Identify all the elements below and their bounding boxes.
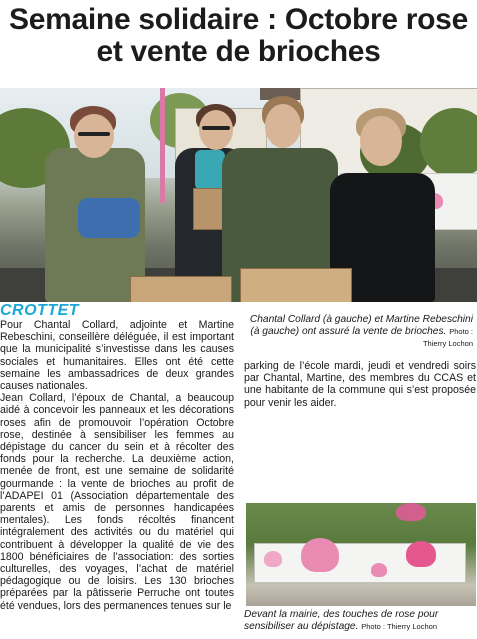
headline-line-2: et vente de brioches [96, 35, 381, 68]
person-2-glasses [202, 126, 230, 130]
person-1-glasses [78, 132, 110, 136]
main-photo-caption-text: Chantal Collard (à gauche) et Martine Rebeschini (à gauche) ont assuré la vente de brioches. [249, 314, 473, 337]
article-body-continued [244, 360, 476, 409]
photo-pink-flower [264, 551, 282, 567]
second-photo [246, 503, 476, 606]
second-photo-caption-text: Devant la mairie, des touches de rose pour sensibiliser au dépistage. [244, 609, 439, 632]
photo-pink-heart [406, 541, 436, 567]
photo-pink-pole [160, 88, 165, 203]
second-photo-caption [244, 609, 476, 633]
paragraph-1: Pour Chantal Collard, adjointe et Martine Rebeschini, conseillère déléguée, il est important que la municipalité s’investisse dans les causes sociales et humanitaires. Elles ont été cette semaine les ambassadrices de deux grandes causes nationales. [0, 319, 234, 393]
paragraph-3: parking de l’école mardi, jeudi et vendredi soirs par Chantal, Martine, des membres du CCAS et une habitante de la commune qui s’est proposée pour venir les aider. [244, 360, 476, 409]
person-2-scarf [195, 150, 225, 190]
photo-pink-heart [301, 538, 339, 572]
location-kicker: CROTTET [0, 302, 80, 319]
photo-pink-decoration [396, 503, 426, 521]
second-photo-credit: Photo : Thierry Lochon [361, 622, 437, 631]
person-2-brioche-bag [193, 188, 223, 230]
headline-line-1: Semaine solidaire : Octobre rose [9, 3, 468, 36]
photo-pink-heart [371, 563, 387, 577]
main-photo-credit: Photo : Thierry Lochon [422, 327, 473, 348]
brioche-bags [240, 268, 352, 302]
brioche-bags [130, 276, 232, 302]
person-1-sling [78, 198, 140, 238]
person-1-face [74, 114, 114, 158]
article-body-left [0, 319, 234, 612]
person-3-face [265, 104, 301, 148]
headline [0, 4, 477, 68]
person-4-face [360, 116, 402, 166]
paragraph-2: Jean Collard, l’époux de Chantal, a beaucoup aidé à concevoir les panneaux et les décorations roses afin de promouvoir l’opération Octobre rose, destinée à sensibiliser les femmes au dépistage du cancer du sein et à récolter des fonds pour la recherche. La deuxième action, menée de front, est une semaine de solidarité gourmande : la vente de brioches au profit de l’ADAPEI 01 (Association départementale des parents et amis de personnes handicapées mentales). Les fonds récoltés financent intégralement des activités ou du matériel qui contribuent à développer la qualité de vie des 1800 bénéficiaires de l’association: des sorties culturelles, des voyages, l’achat de matériel pédagogique ou de loisirs. Les 130 brioches préparées par la pâtisserie Perruche ont toutes été vendues, lors des permanences tenues sur le [0, 392, 234, 612]
main-photo [0, 88, 477, 302]
main-photo-caption [243, 314, 473, 350]
person-2-face [199, 110, 233, 150]
